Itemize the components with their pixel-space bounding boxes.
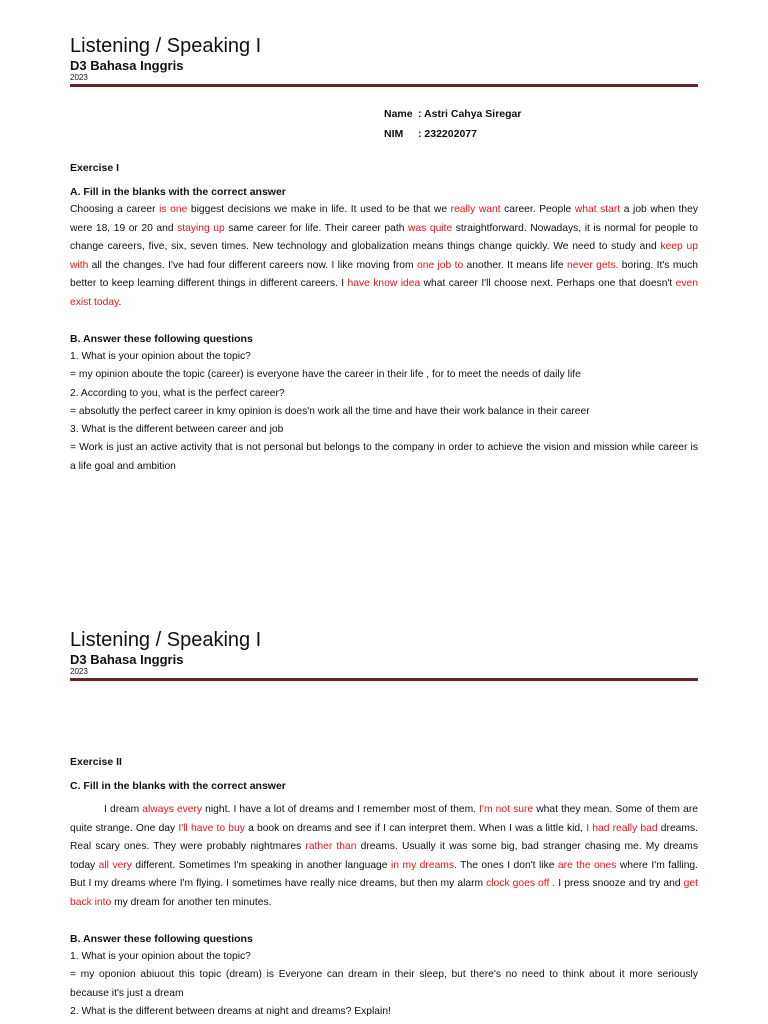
passage-text: a book on dreams and see if I can interpret them. When I was a little kid, — [244, 822, 587, 834]
passage-text: where I'm falling. But I my dreams where I'm flying. I sometimes have really nice dreams, but then my alarm — [70, 859, 699, 889]
name-value: : Astri Cahya Siregar — [418, 108, 522, 120]
qa-line: 1. What is your opinion about the topic? — [70, 951, 251, 962]
exercise-2-passage — [70, 801, 698, 912]
header-divider — [70, 678, 698, 681]
name-label: Name — [384, 108, 413, 120]
passage-text: dreams. Real scary ones. They were probably nightmares — [70, 822, 698, 852]
passage-text: another. It means life — [463, 259, 567, 271]
filled-answer: in my dreams — [391, 859, 455, 871]
filled-answer: all very — [98, 859, 132, 871]
filled-answer: have know idea — [347, 278, 421, 289]
filled-answer: really want — [450, 204, 501, 215]
year: 2023 — [70, 667, 88, 676]
qa-line: 2. According to you, what is the perfect career? — [70, 387, 285, 399]
passage-text: career. People — [500, 204, 575, 215]
passage-text: boring. It's much better to keep learning different things in different careers. I — [70, 259, 699, 289]
filled-answer: never gets. — [567, 259, 619, 271]
exercise-1-title: Exercise I — [70, 162, 120, 174]
course-title: Listening / Speaking I — [70, 35, 262, 57]
passage-text: night. I have a lot of dreams and I remember most of them. — [202, 804, 480, 815]
exercise-1-section-a-title: A. Fill in the blanks with the correct answer — [70, 186, 286, 198]
qa-line: = my opinion aboute the topic (career) is everyone have the career in their life , for to meet the needs of daily life — [70, 369, 581, 381]
filled-answer: even exist today — [70, 278, 699, 308]
program-name: D3 Bahasa Inggris — [70, 652, 184, 667]
passage-text: what they mean. Some of them are quite strange. One day — [70, 804, 698, 834]
exercise-1-passage — [70, 201, 698, 312]
passage-text: what career I'll choose next. Perhaps one that doesn't — [420, 278, 676, 289]
filled-answer: staying up — [177, 222, 225, 234]
program-name: D3 Bahasa Inggris — [70, 58, 184, 73]
exercise-1-answers — [70, 348, 698, 476]
qa-line: = absolutly the perfect career in kmy opinion is does'n work all the time and have their work balance in their career — [70, 405, 590, 417]
filled-answer: are the ones — [557, 859, 617, 871]
nim-label: NIM — [384, 128, 404, 140]
passage-text: my dream for another ten minutes. — [111, 896, 272, 908]
passage-text: Choosing a career — [70, 204, 160, 215]
filled-answer: one job to — [416, 259, 464, 271]
passage-text: . — [118, 296, 122, 308]
qa-line: 2. What is the different between dreams at night and dreams? Explain! — [70, 1005, 391, 1017]
passage-text: a job when they were 18, 19 or 20 and — [70, 204, 698, 234]
filled-answer: rather than — [305, 841, 357, 852]
filled-answer: what start — [574, 204, 621, 215]
course-title: Listening / Speaking I — [70, 629, 262, 651]
filled-answer: get back into — [70, 878, 698, 908]
passage-text: same career for life. Their career path — [224, 222, 408, 234]
exercise-2-answers — [70, 948, 698, 1021]
qa-line: 1. What is your opinion about the topic? — [70, 351, 251, 362]
filled-answer: I'm not sure — [479, 804, 534, 815]
filled-answer: is one — [159, 204, 188, 215]
passage-text: . The ones I don't like — [454, 859, 558, 871]
name-row — [384, 104, 521, 124]
filled-answer: always every — [142, 804, 203, 815]
passage-text: straightforward. Nowadays, it is normal for people to change careers, five, six, seven times. New technology and globalization means things change quickly. We need to study and — [70, 222, 698, 252]
filled-answer: keep up with — [70, 241, 698, 271]
page-header-2 — [70, 629, 698, 677]
passage-text: biggest decisions we make in life. It used to be that we — [187, 204, 451, 215]
qa-line: 3. What is the different between career and job — [70, 424, 284, 436]
page-header-1 — [70, 35, 698, 83]
nim-value: : 232202077 — [418, 128, 477, 140]
qa-line: = my oponion abiuout this topic (dream) is Everyone can dream in their sleep, but there's no need to think about it more seriously because it's just a dream — [70, 969, 698, 999]
passage-text: . I press snooze and try and — [549, 878, 684, 889]
student-info — [384, 104, 521, 144]
header-divider — [70, 84, 698, 87]
exercise-2-section-b-title: B. Answer these following questions — [70, 933, 253, 945]
filled-answer: I had really bad — [586, 822, 658, 834]
passage-text: all the changes. I've had four different careers now. I like moving from — [88, 259, 417, 271]
filled-answer: clock goes off — [486, 878, 550, 889]
exercise-2-section-c-title: C. Fill in the blanks with the correct answer — [70, 780, 286, 792]
passage-text: I dream — [104, 804, 143, 815]
qa-line: = Work is just an active activity that is not personal but belongs to the company in order to achieve the vision and mission while career is a life goal and ambition — [70, 442, 698, 472]
filled-answer: was quite — [407, 222, 453, 234]
filled-answer: I'll have to buy — [178, 822, 245, 834]
exercise-2-title: Exercise II — [70, 756, 122, 768]
passage-text: dreams. Usually it was some big, bad stranger chasing me. My dreams today — [70, 841, 698, 871]
passage-text: different. Sometimes I'm speaking in another language — [131, 859, 391, 871]
year: 2023 — [70, 73, 88, 82]
nim-row — [384, 124, 521, 144]
exercise-1-section-b-title: B. Answer these following questions — [70, 333, 253, 345]
